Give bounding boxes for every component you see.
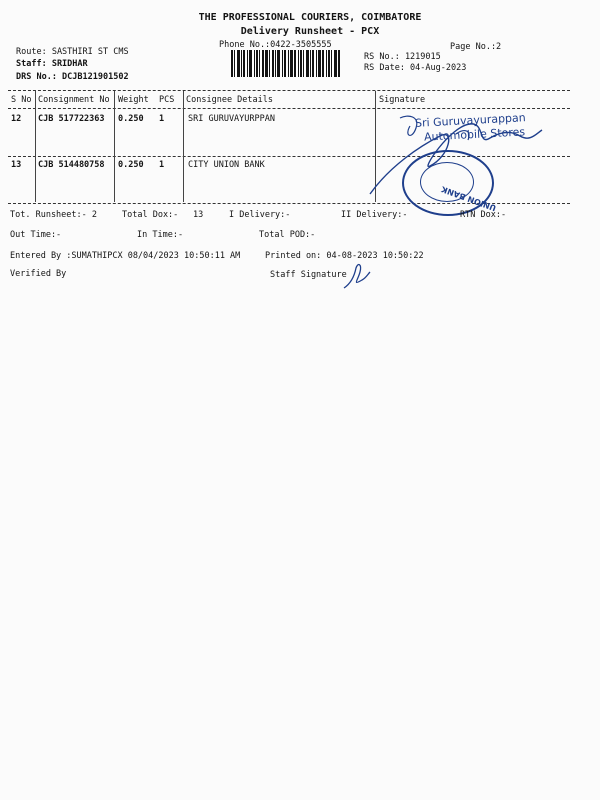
total-dox-label: Total Dox:- — [122, 210, 179, 220]
ii-delivery: II Delivery:- — [341, 210, 408, 220]
total-dox-value: 13 — [193, 210, 204, 220]
company-name: THE PROFESSIONAL COURIERS, COIMBATORE — [198, 12, 422, 23]
column-header-consignment: Consignment No — [38, 95, 110, 105]
stamp-line-2: Automobile Stores — [423, 125, 526, 144]
row-consignee: SRI GURUVAYURPPAN — [188, 114, 275, 124]
i-delivery: I Delivery:- — [229, 210, 291, 220]
page-number: Page No.:2 — [450, 42, 502, 52]
staff-signature-label: Staff Signature — [270, 270, 347, 280]
seal-text: UNION BANK — [440, 184, 498, 213]
row-consignment-no: CJB 517722363 — [38, 114, 105, 124]
total-pod: Total POD:- — [259, 230, 316, 240]
column-line — [35, 91, 36, 202]
rs-number: RS No.: 1219015 — [364, 52, 441, 62]
route-label: Route: SASTHIRI ST CMS — [16, 47, 129, 57]
row-pcs: 1 — [159, 160, 165, 170]
barcode — [231, 50, 357, 77]
entered-by: Entered By :SUMATHIPCX 08/04/2023 10:50:11 AM — [10, 251, 241, 261]
column-header-signature: Signature — [379, 95, 426, 105]
table-top-rule — [8, 90, 570, 91]
drs-number: DRS No.: DCJB121901502 — [16, 72, 129, 82]
row-sno: 13 — [11, 160, 22, 170]
column-line — [114, 91, 115, 202]
column-line — [183, 91, 184, 202]
stamp-line-1: Sri Guruvayurappan — [414, 111, 526, 130]
document-title: Delivery Runsheet - PCX — [240, 26, 380, 37]
column-header-consignee: Consignee Details — [186, 95, 273, 105]
row-weight: 0.250 — [118, 114, 144, 124]
row-consignment-no: CJB 514480758 — [38, 160, 105, 170]
row-sno: 12 — [11, 114, 22, 124]
handwritten-signature-icon — [360, 106, 560, 206]
row-weight: 0.250 — [118, 160, 144, 170]
row-consignee: CITY UNION BANK — [188, 160, 265, 170]
staff-label: Staff: SRIDHAR — [16, 59, 88, 69]
printed-on: Printed on: 04-08-2023 10:50:22 — [265, 251, 424, 261]
phone-number: Phone No.:0422-3505555 — [219, 40, 332, 50]
column-header-pcs: PCS — [159, 95, 175, 105]
row-pcs: 1 — [159, 114, 165, 124]
rs-date: RS Date: 04-Aug-2023 — [364, 63, 467, 73]
in-time: In Time:- — [137, 230, 184, 240]
column-header-weight: Weight — [118, 95, 149, 105]
verified-by: Verified By — [10, 269, 67, 279]
column-header-sno: S No — [11, 95, 32, 105]
out-time: Out Time:- — [10, 230, 62, 240]
rtn-dox: RTN Dox:- — [460, 210, 507, 220]
total-runsheet: Tot. Runsheet:- 2 — [10, 210, 97, 220]
staff-signature-scribble-icon — [340, 260, 374, 294]
